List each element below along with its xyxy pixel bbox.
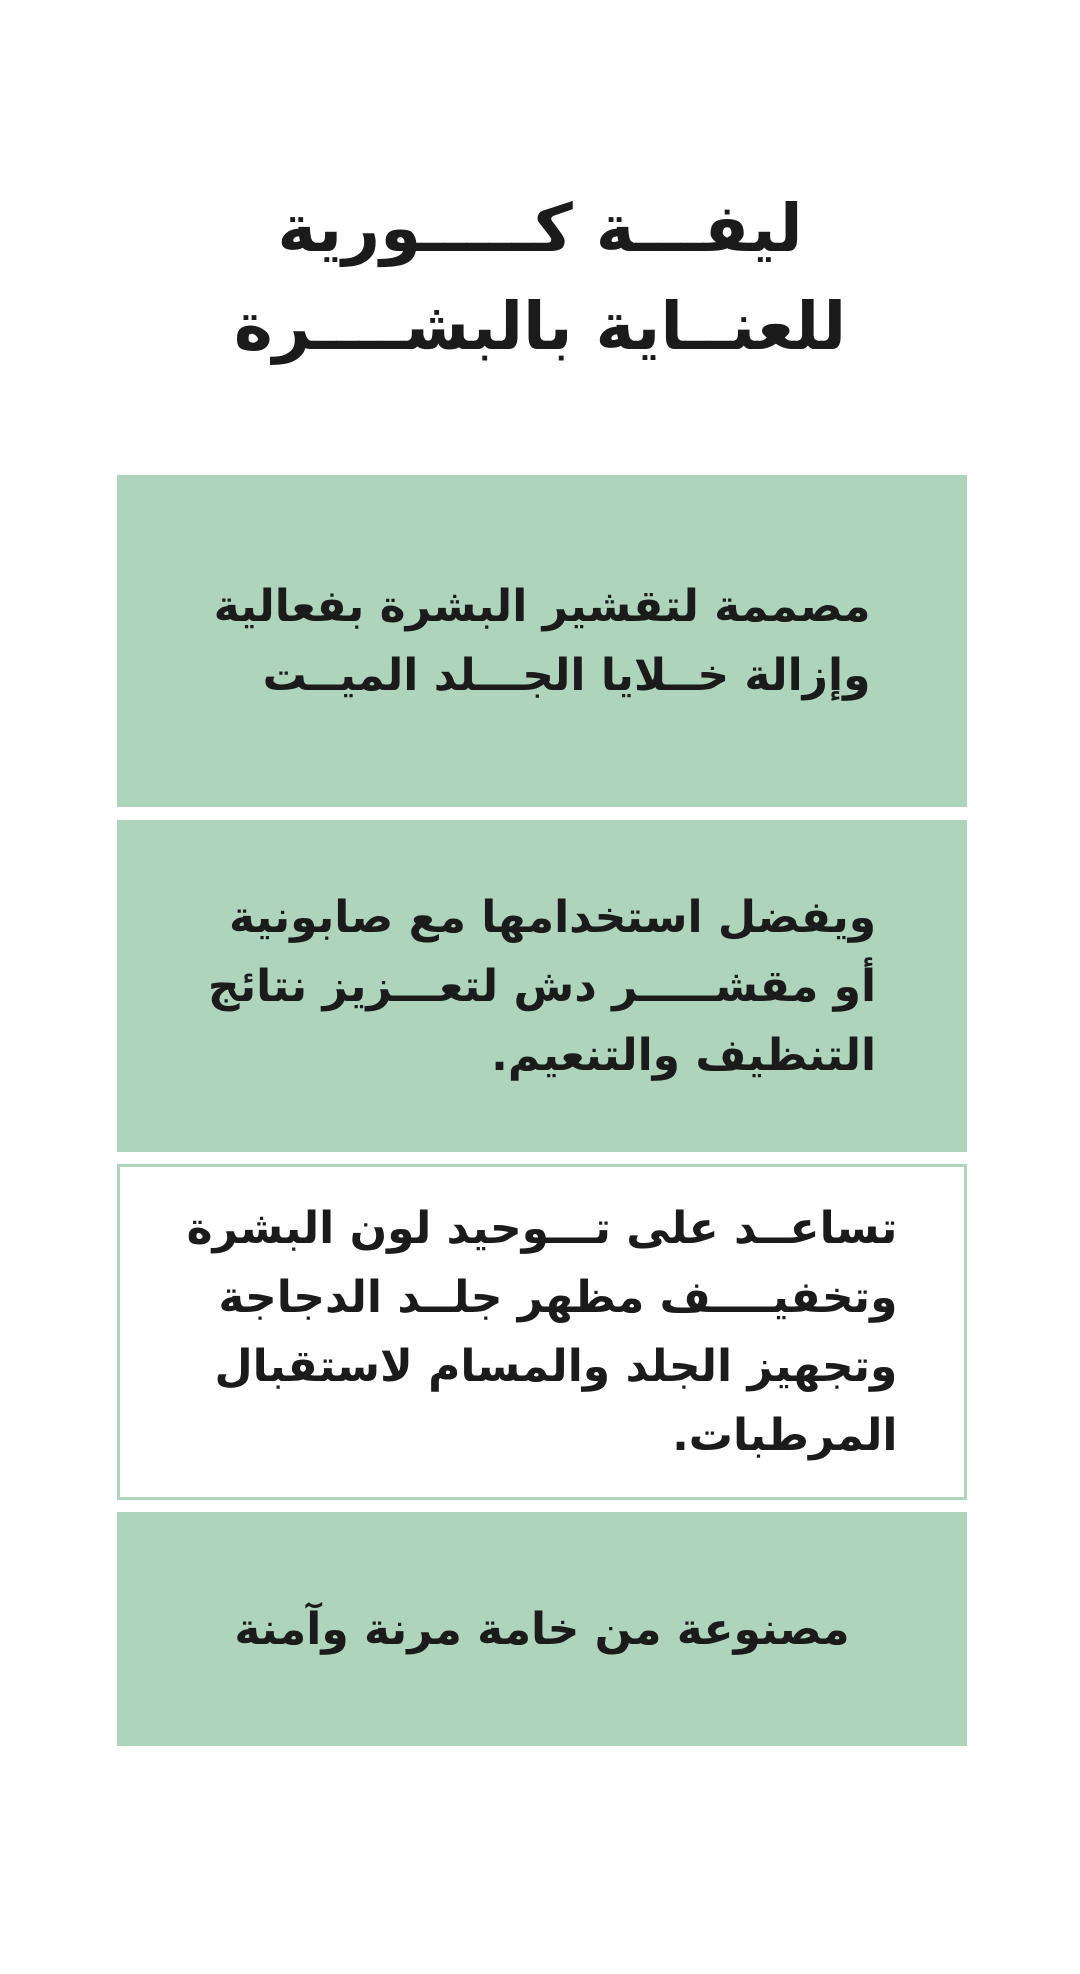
feature-line: ويفضل استخدامها مع صابونية bbox=[229, 891, 877, 943]
feature-line: وتخفيــــف مظهر جلــد الدجاجة bbox=[218, 1272, 898, 1323]
feature-line: أو مقشـــــر دش لتعـــزيز نتائج bbox=[207, 960, 877, 1012]
feature-panel-skin-tone bbox=[117, 1164, 967, 1500]
title-line-2: للعنــاية بالبشــــرة bbox=[233, 288, 847, 365]
feature-line: التنظيف والتنعيم. bbox=[491, 1029, 877, 1081]
feature-line: وإزالة خــلايا الجـــلد الميــت bbox=[262, 650, 871, 701]
feature-panel-material bbox=[117, 1512, 967, 1746]
feature-line: مصممة لتقشير البشرة بفعالية bbox=[213, 581, 871, 632]
feature-line: تساعــد على تـــوحيد لون البشرة bbox=[186, 1203, 898, 1254]
page-title bbox=[0, 180, 1080, 376]
feature-panel-usage bbox=[117, 820, 967, 1152]
feature-line: مصنوعة من خامة مرنة وآمنة bbox=[234, 1603, 850, 1655]
feature-text bbox=[208, 883, 876, 1090]
title-line-1: ليفـــة كـــــورية bbox=[277, 190, 803, 267]
feature-panel-exfoliation bbox=[117, 475, 967, 807]
feature-line: وتجهيز الجلد والمسام لاستقبال bbox=[214, 1341, 898, 1392]
feature-text bbox=[187, 1194, 898, 1470]
feature-text bbox=[214, 572, 871, 710]
feature-text bbox=[234, 1595, 849, 1664]
feature-line: المرطبات. bbox=[672, 1410, 898, 1461]
